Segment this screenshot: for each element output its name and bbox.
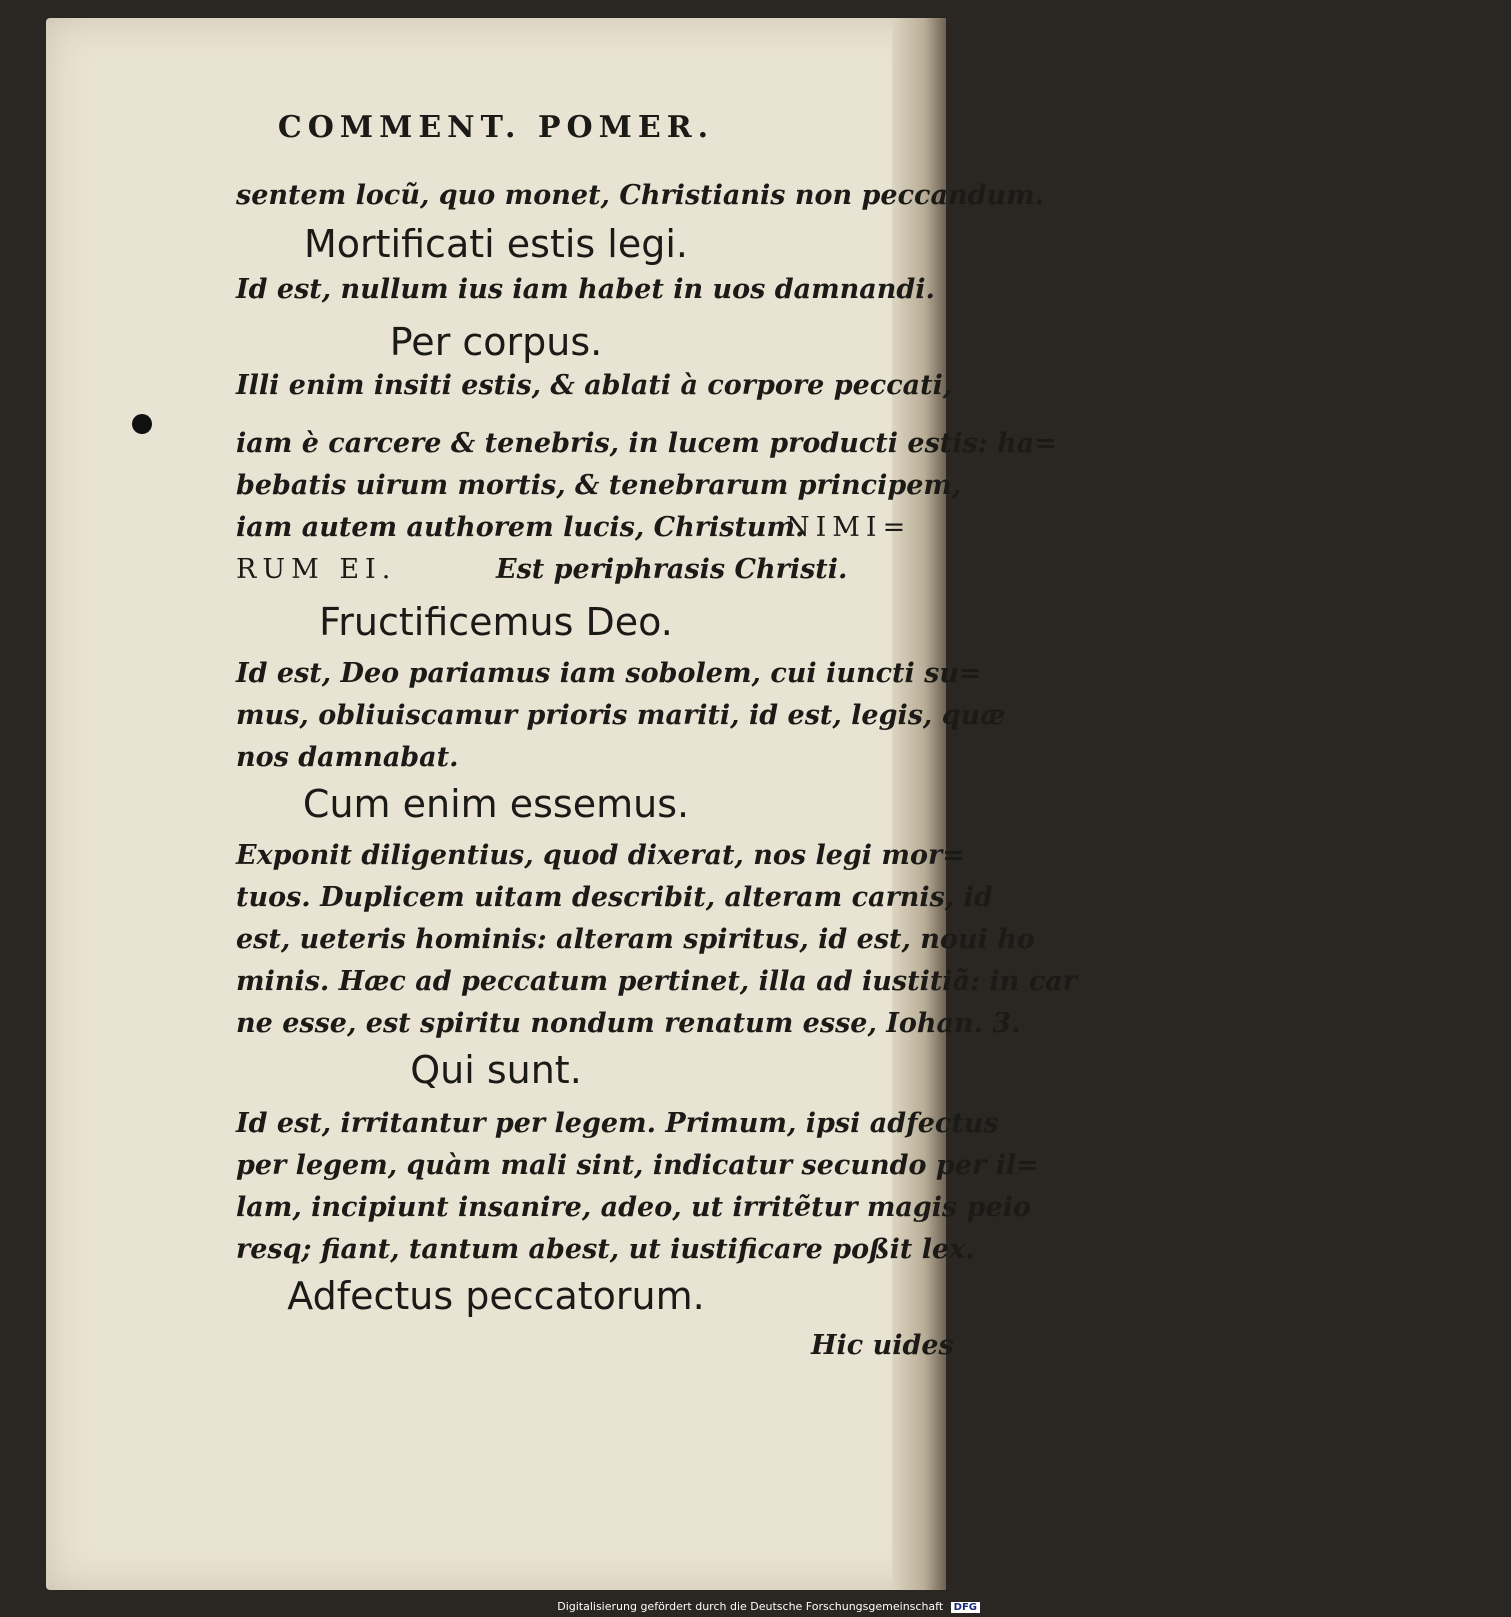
section-heading: Fructificemus Deo. [319,600,673,644]
text-line: mus, obliuiscamur prioris mariti, id est, legis, quæ [236,700,1006,731]
book-page [46,18,1077,1590]
text-line: sentem locũ, quo monet, Christianis non peccandum. [236,180,1045,211]
caps-text-1: NIMI= [786,512,912,543]
ink-dot [132,414,152,434]
text-line: minis. Hæc ad peccatum pertinet, illa ad iustitiã: in car [236,966,1077,997]
text-line: est, ueteris hominis: alteram spiritus, id est, noui ho [236,924,1035,955]
text-line: iam autem authorem lucis, Christum. [236,512,805,543]
text-line: Est periphrasis Christi. [496,554,848,585]
text-line: bebatis uirum mortis, & tenebrarum principem, [236,470,962,501]
text-line: per legem, quàm mali sint, indicatur secundo per il= [236,1150,1039,1181]
text-line: resq; fiant, tantum abest, ut iustificare poßit lex. [236,1234,975,1265]
dfg-logo: DFG [951,1602,980,1613]
footer-text: Digitalisierung gefördert durch die Deutsche Forschungsgemeinschaft [557,1600,944,1613]
footer-credit [557,1600,980,1613]
caps-text-2: RUM EI. [236,554,397,585]
text-line: Id est, irritantur per legem. Primum, ipsi adfectus [236,1108,999,1139]
section-heading: Per corpus. [389,320,603,364]
text-line: Id est, nullum ius iam habet in uos damnandi. [236,274,935,305]
section-heading: Mortificati estis legi. [304,222,688,266]
text-line: ne esse, est spiritu nondum renatum esse, Iohan. 3. [236,1008,1021,1039]
section-heading: Qui sunt. [410,1048,582,1092]
text-line: Hic uides [811,1330,954,1361]
text-line: tuos. Duplicem uitam describit, alteram carnis, id [236,882,993,913]
text-line: nos damnabat. [236,742,459,773]
running-header: COMMENT. POMER. [277,110,715,145]
text-line: Illi enim insiti estis, & ablati à corpore peccati, [236,370,953,401]
text-line: Exponit diligentius, quod dixerat, nos legi mor= [236,840,965,871]
section-heading: Adfectus peccatorum. [287,1274,705,1318]
section-heading: Cum enim essemus. [302,782,690,826]
text-line: lam, incipiunt insanire, adeo, ut irritẽtur magis peio [236,1192,1031,1223]
text-line: iam è carcere & tenebris, in lucem producti estis: ha= [236,428,1057,459]
text-line: Id est, Deo pariamus iam sobolem, cui iuncti su= [236,658,982,689]
